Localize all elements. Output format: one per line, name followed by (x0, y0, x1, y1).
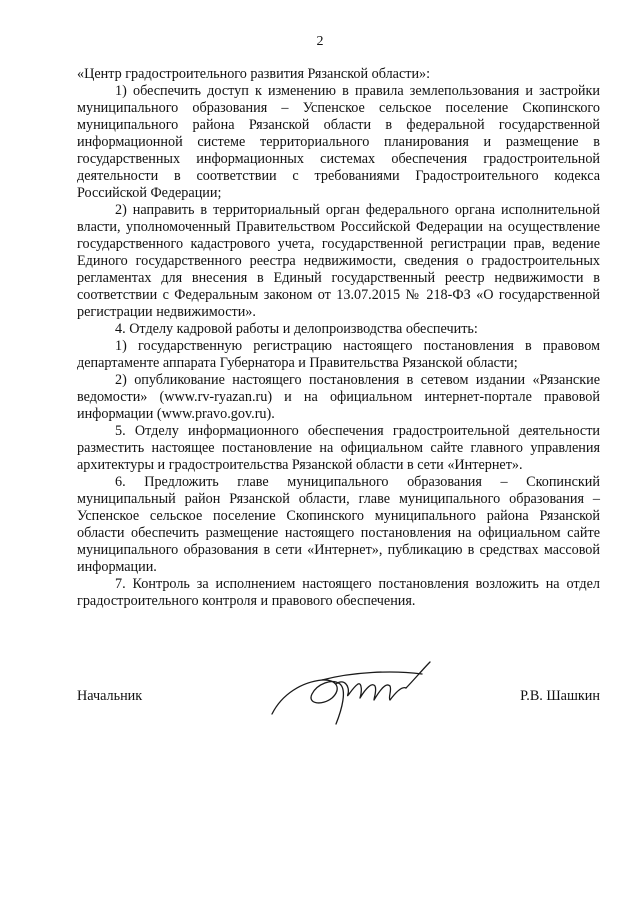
paragraph-item-1: 1) обеспечить доступ к изменению в правила землепользования и застройки муниципального образования – Успенское сельское поселение Скопинского муниципального района Рязанской области в федеральной государственной информационной системе территориального планирования и размещение в государственных информационных системах обеспечения градостроительной деятельности в соответствии с требованиями Градостроительного кодекса Российской Федерации; (77, 83, 600, 201)
document-body (77, 66, 600, 610)
paragraph-item-2: 2) направить в территориальный орган федерального органа исполнительной власти, уполномоченный Правительством Российской Федерации на осуществление государственного кадастрового учета, государственной регистрации прав, ведение Единого государственного реестра недвижимости, сведения о градостроительных регламентах для внесения в Единый государственный реестр недвижимости в соответствии с Федеральным законом от 13.07.2015 № 218-ФЗ «О государственной регистрации недвижимости». (77, 202, 600, 320)
paragraph-section-4: 4. Отделу кадровой работы и делопроизводства обеспечить: (115, 321, 478, 337)
paragraph-intro: «Центр градостроительного развития Рязанской области»: (77, 66, 431, 82)
handwritten-signature (262, 654, 442, 734)
paragraph-section-5: 5. Отделу информационного обеспечения градостроительной деятельности разместить настоящее постановление на официальном сайте главного управления архитектуры и градостроительства Рязанской области в сети «Интернет». (77, 423, 600, 473)
signatory-title: Начальник (77, 688, 143, 704)
page-number: 2 (316, 34, 324, 49)
paragraph-section-6: 6. Предложить главе муниципального образования – Скопинский муниципальный район Рязанской области, главе муниципального образования – Успенское сельское поселение Скопинского муниципального района Рязанской области обеспечить размещение настоящего постановления на официальном сайте муниципального образования в сети «Интернет», публикацию в средствах массовой информации. (77, 474, 600, 575)
paragraph-section-4-item-2: 2) опубликование настоящего постановления в сетевом издании «Рязанские ведомости» (www.rv-ryazan.ru) и на официальном интернет-портале правовой информации (www.pravo.gov.ru). (77, 372, 600, 422)
signature-block (77, 688, 600, 748)
signatory-name: Р.В. Шашкин (520, 688, 600, 704)
paragraph-section-4-item-1: 1) государственную регистрацию настоящего постановления в правовом департаменте аппарата Губернатора и Правительства Рязанской области; (77, 338, 600, 371)
paragraph-section-7: 7. Контроль за исполнением настоящего постановления возложить на отдел градостроительного контроля и правового обеспечения. (77, 576, 600, 609)
